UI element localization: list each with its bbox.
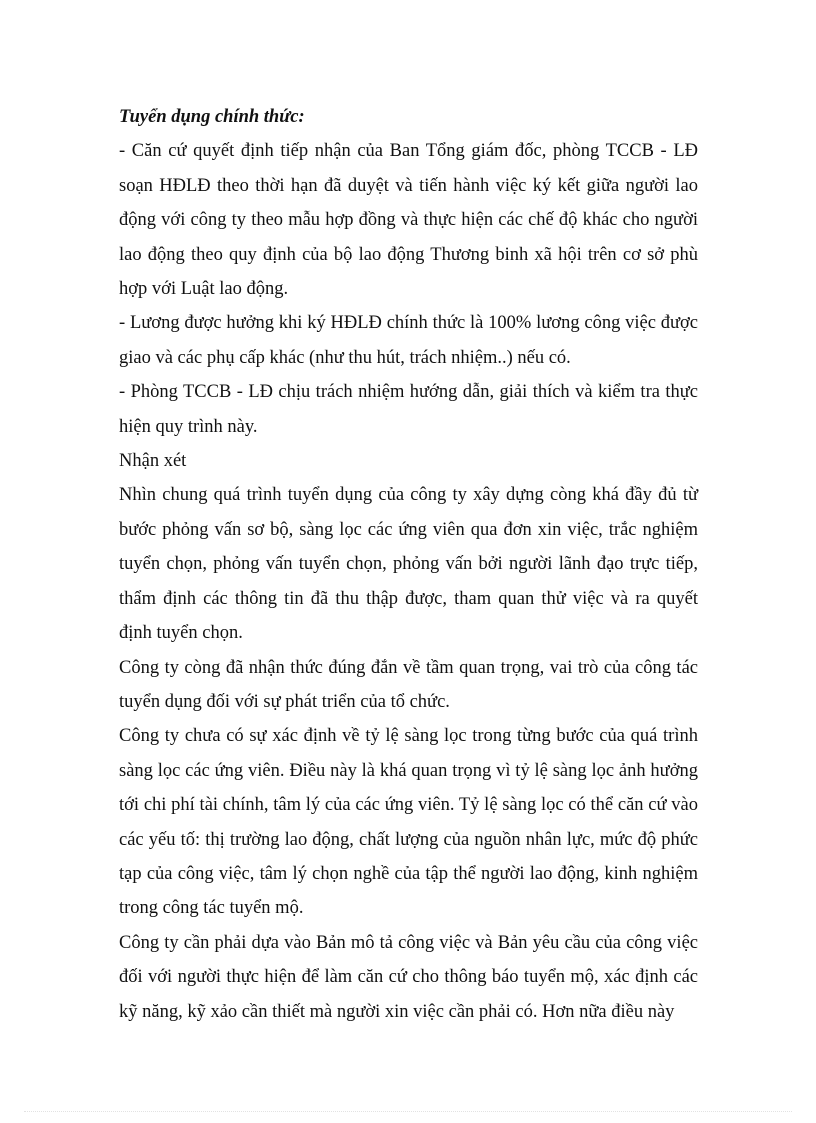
subheading-remarks: Nhận xét xyxy=(119,451,187,472)
paragraph-responsibility: - Phòng TCCB - LĐ chịu trách nhiệm hướng dẫn, giải thích và kiểm tra thực hiện quy trình này. xyxy=(119,382,698,437)
paragraph-job-description: Công ty cần phải dựa vào Bản mô tả công việc và Bản yêu cầu của công việc đối với người thực hiện để làm căn cứ cho thông báo tuyển mộ, xác định các kỹ năng, kỹ xảo cần thiết mà người xin việc cần phải có. Hơn nữa điều này xyxy=(119,932,698,1022)
paragraph-screening-ratio: Công ty chưa có sự xác định về tỷ lệ sàng lọc trong từng bước của quá trình sàng lọc các ứng viên. Điều này là khá quan trọng vì tỷ lệ sàng lọc ảnh hưởng tới chi phí tài chính, tâm lý của các ứng viên. Tỷ lệ sàng lọc có thể căn cứ vào các yếu tố: thị trường lao động, chất lượng của nguồn nhân lực, mức độ phức tạp của công việc, tâm lý chọn nghề của tập thể người lao động, kinh nghiệm trong công tác tuyển mộ. xyxy=(119,726,698,919)
paragraph-awareness: Công ty còng đã nhận thức đúng đắn về tầm quan trọng, vai trò của công tác tuyển dụng đối với sự phát triển của tổ chức. xyxy=(119,657,698,712)
paragraph-overview: Nhìn chung quá trình tuyển dụng của công ty xây dựng còng khá đầy đủ từ bước phỏng vấn sơ bộ, sàng lọc các ứng viên qua đơn xin việc, trắc nghiệm tuyển chọn, phỏng vấn tuyển chọn, phỏng vấn bởi người lãnh đạo trực tiếp, thẩm định các thông tin đã thu thập được, tham quan thử việc và ra quyết định tuyển chọn. xyxy=(119,485,698,644)
document-body xyxy=(119,100,698,1029)
paragraph-salary: - Lương được hưởng khi ký HĐLĐ chính thức là 100% lương công việc được giao và các phụ cấp khác (như thu hút, trách nhiệm..) nếu có. xyxy=(119,313,698,368)
page-bottom-divider xyxy=(24,1111,792,1112)
section-heading: Tuyển dụng chính thức: xyxy=(119,107,305,127)
paragraph-contract-signing: - Căn cứ quyết định tiếp nhận của Ban Tổng giám đốc, phòng TCCB - LĐ soạn HĐLĐ theo thời hạn đã duyệt và tiến hành việc ký kết giữa người lao động với công ty theo mẫu hợp đồng và thực hiện các chế độ khác cho người lao động theo quy định của bộ lao động Thương binh xã hội trên cơ sở phù hợp với Luật lao động. xyxy=(119,141,698,300)
